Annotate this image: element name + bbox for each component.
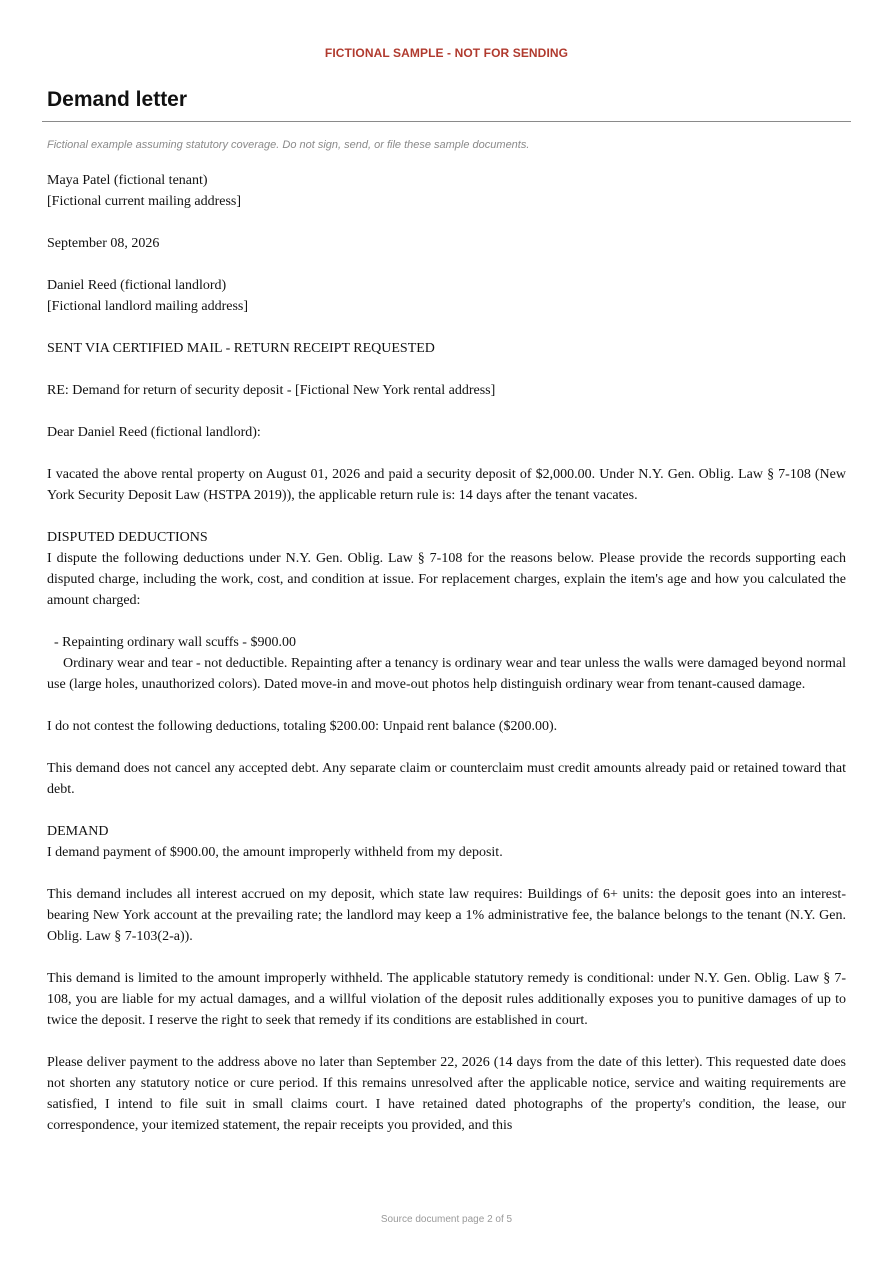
title-divider: [42, 121, 851, 122]
sender-address: [Fictional current mailing address]: [47, 194, 241, 209]
sender-name: Maya Patel (fictional tenant): [47, 173, 208, 188]
page-title: Demand letter: [47, 88, 188, 111]
recipient-block: [47, 275, 846, 317]
recipient-address: [Fictional landlord mailing address]: [47, 299, 249, 314]
delivery-method: SENT VIA CERTIFIED MAIL - RETURN RECEIPT REQUESTED: [47, 341, 435, 356]
deduction-item: [47, 632, 846, 695]
sender-block: [47, 170, 846, 212]
disputed-text: I dispute the following deductions under N.Y. Gen. Oblig. Law § 7-108 for the reasons below. Please provide the records supporting each disputed charge, including the work, cost, and condition at issue. For replacement charges, explain the item's age and how you calculated the amount charged:: [47, 551, 846, 608]
salutation: Dear Daniel Reed (fictional landlord):: [47, 425, 261, 440]
recipient-name: Daniel Reed (fictional landlord): [47, 278, 227, 293]
remedy-paragraph: This demand is limited to the amount improperly withheld. The applicable statutory remedy is conditional: under N.Y. Gen. Oblig. Law § 7-108, you are liable for my actual damages, and a willful violation of the deposit rules additionally exposes you to punitive damages of up to twice the deposit. I reserve the right to seek that remedy if its conditions are established in court.: [47, 971, 846, 1028]
debt-note-paragraph: This demand does not cancel any accepted debt. Any separate claim or counterclaim must credit amounts already paid or retained toward that debt.: [47, 761, 846, 797]
disputed-heading: DISPUTED DEDUCTIONS: [47, 530, 208, 545]
uncontested-paragraph: I do not contest the following deductions, totaling $200.00: Unpaid rent balance ($200.00).: [47, 719, 558, 734]
payment-paragraph: Please deliver payment to the address above no later than September 22, 2026 (14 days from the date of this letter). This requested date does not shorten any statutory notice or cure period. If this remains unresolved after the applicable notice, service and waiting requirements are satisfied, I intend to file suit in small claims court. I have retained dated photographs of the property's condition, the lease, our correspondence, your itemized statement, the repair receipts you provided, and this: [47, 1055, 846, 1133]
demand-section: [47, 821, 846, 863]
intro-paragraph: I vacated the above rental property on August 01, 2026 and paid a security deposit of $2,000.00. Under N.Y. Gen. Oblig. Law § 7-108 (New York Security Deposit Law (HSTPA 2019)), the applicable return rule is: 14 days after the tenant vacates.: [47, 467, 846, 503]
page-footer: Source document page 2 of 5: [380, 1214, 513, 1225]
letter-date: September 08, 2026: [47, 236, 160, 251]
deduction-item-text: Ordinary wear and tear - not deductible. Repainting after a tenancy is ordinary wear and tear unless the walls were damaged beyond normal use (large holes, unauthorized colors). Dated move-in and move-out photos help distinguish ordinary wear from tenant-caused damage.: [47, 656, 846, 692]
demand-text: I demand payment of $900.00, the amount improperly withheld from my deposit.: [47, 845, 503, 860]
disputed-section: [47, 527, 846, 611]
subject-line: RE: Demand for return of security deposit - [Fictional New York rental address]: [47, 383, 496, 398]
letter-body: [47, 170, 846, 1157]
disclaimer-note: Fictional example assuming statutory coverage. Do not sign, send, or file these sample documents.: [47, 139, 530, 151]
demand-heading: DEMAND: [47, 824, 109, 839]
interest-paragraph: This demand includes all interest accrued on my deposit, which state law requires: Buildings of 6+ units: the deposit goes into an interest-bearing New York account at the prevailing rate; the landlord may keep a 1% administrative fee, the balance belongs to the tenant (N.Y. Gen. Oblig. Law § 7-103(2-a)).: [47, 887, 846, 944]
deduction-item-title: - Repainting ordinary wall scuffs - $900.00: [54, 635, 296, 650]
sample-watermark: FICTIONAL SAMPLE - NOT FOR SENDING: [324, 46, 569, 60]
